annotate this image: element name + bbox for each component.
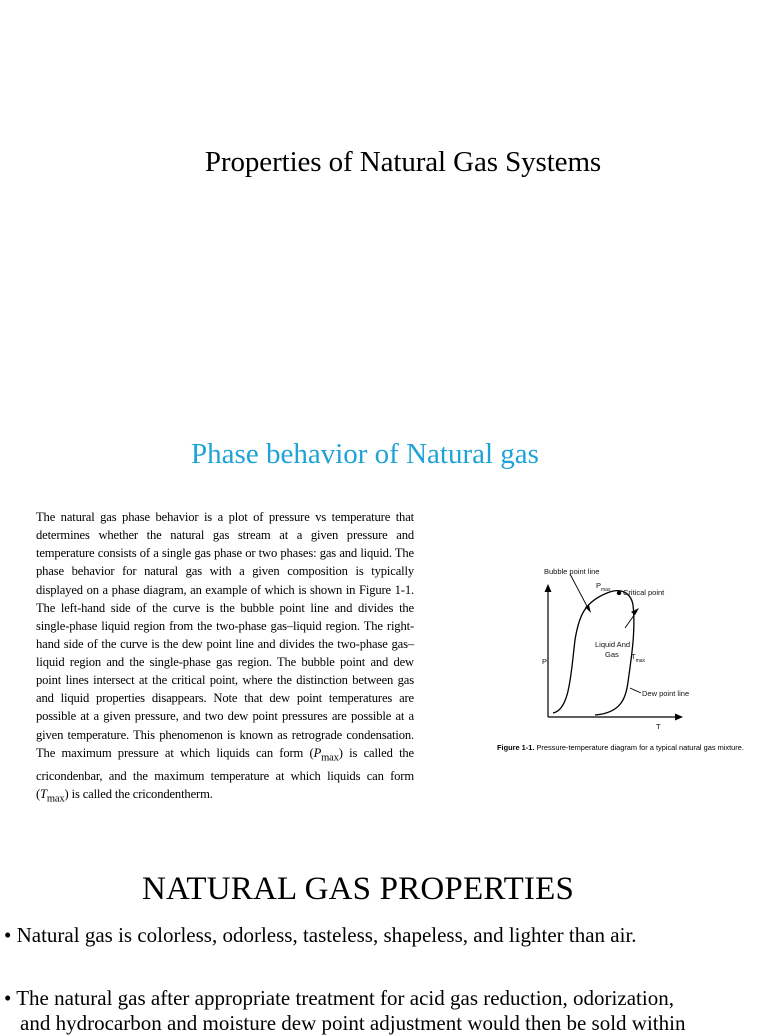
slide-title: Properties of Natural Gas Systems [204,146,602,178]
excerpt-part-2: ) is called the cricondenbar, and the maximum temperature at which liquids can form ( [36,745,415,802]
excerpt-part-3: ) is called the cricondentherm. [64,787,213,802]
liquid-gas-pointer-arrow [631,608,639,615]
phase-behavior-heading: Phase behavior of Natural gas [191,438,539,470]
dew-point-leader [630,688,641,693]
phase-behavior-excerpt [36,508,414,809]
bubble-point-leader [570,574,589,610]
critical-point-marker [617,591,621,595]
bullet-item-continuation: and hydrocarbon and moisture dew point adjustment would then be sold within [20,1011,686,1035]
tmax-label: $T_{max}$ [631,652,646,664]
figure-caption-label: Figure 1-1. [497,743,535,752]
phase-diagram [495,560,745,770]
pmax-symbol: P [313,745,322,760]
bullet-item: • The natural gas after appropriate treatment for acid gas reduction, odorization, [4,986,674,1010]
tmax-subscript: max [46,793,65,805]
phase-diagram-figure [495,560,745,770]
excerpt-part-1: The natural gas phase behavior is a plot of pressure vs temperature that determines whether the natural gas stream at a given pressure and temperature consists of a single gas phase or two phases: gas and liquid. The phase behavior for natural gas with a given composition is typically displayed on a phase diagram, an example of which is shown in Figure 1-1. The left-hand side of the curve is the bubble point line and divides the single-phase liquid region from the two-phase gas–liquid region. The right-hand side of the curve is the dew point line and divides the two-phase gas–liquid region and the single-phase gas region. The bubble point and dew point lines intersect at the critical point, where the distinction between gas and liquid properties disappears. Note that dew point temperatures are possible at a given pressure, and two dew point pressures are possible at a given temperature. This phenomenon is known as retrograde condensation. The maximum pressure at which liquids can form ( [36,510,414,760]
pressure-axis-arrow [545,584,552,592]
excerpt-paragraph [36,508,414,809]
bullet-item: • Natural gas is colorless, odorless, tasteless, shapeless, and lighter than air. [4,923,637,947]
pmax-label: $P_{max}$ [596,581,611,593]
temperature-axis-arrow [675,714,683,721]
t-axis-label: T [656,722,661,731]
figure-caption [497,743,757,752]
dew-point-label: Dew point line [642,689,690,698]
phase-envelope-curve [553,591,634,715]
critical-point-label: Critical point [623,588,665,597]
tmax-symbol: T [40,787,47,802]
gas-label: Gas [605,650,619,659]
natural-gas-properties-heading: NATURAL GAS PROPERTIES [141,871,575,907]
figure-caption-text: Pressure-temperature diagram for a typical natural gas mixture. [536,743,744,752]
liquid-and-label: Liquid And [595,640,631,649]
pmax-subscript: max [321,752,339,764]
p-axis-label: P [542,657,548,666]
bubble-point-label: Bubble point line [544,567,600,576]
